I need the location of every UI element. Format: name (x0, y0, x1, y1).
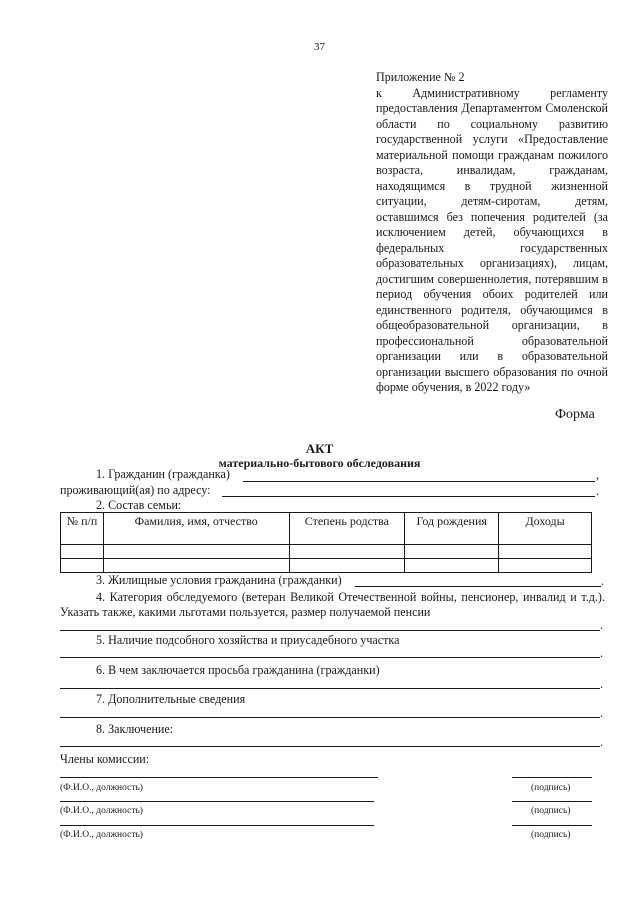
table-cell (103, 545, 289, 559)
household-line (60, 657, 600, 658)
item-3-period: . (601, 574, 605, 588)
item-8-label: 8. Заключение: (96, 722, 174, 736)
additional-info-line (60, 717, 600, 718)
document-subtitle: материально-бытового обследования (218, 456, 421, 470)
citizen-name-line (243, 481, 595, 482)
signature-fio-line (60, 777, 378, 778)
item-4-period: . (600, 618, 604, 632)
address-label: проживающий(ая) по адресу: (60, 483, 211, 497)
appendix-title: Приложение № 2 (376, 70, 465, 84)
item-8-period: . (600, 735, 604, 749)
table-cell (405, 545, 499, 559)
table-cell (405, 559, 499, 573)
table-cell (289, 545, 405, 559)
table-row (61, 545, 592, 559)
signature-3-fio: (Ф.И.О., должность) (60, 830, 143, 840)
table-cell (289, 559, 405, 573)
address-line (222, 496, 595, 497)
item-4-text: 4. Категория обследуемого (ветеран Великой Отечественной войны, пенсионер, инвалид и т.д.). Указать также, какими льготами пользуется, размер получаемой пенсии (60, 590, 605, 619)
item-7-period: . (600, 706, 604, 720)
conclusion-line (60, 746, 600, 747)
signature-2-fio: (Ф.И.О., должность) (60, 806, 143, 816)
appendix-block (376, 70, 608, 396)
signature-sign-line (512, 801, 592, 802)
request-line (60, 688, 600, 689)
signature-1-fio: (Ф.И.О., должность) (60, 783, 143, 793)
signature-sign-line (512, 777, 592, 778)
table-cell (61, 545, 104, 559)
table-header-name: Фамилия, имя, отчество (103, 513, 289, 545)
address-period: . (596, 484, 600, 498)
signature-3-sign: (подпись) (531, 830, 571, 840)
signature-sign-line (512, 825, 592, 826)
item-2-label: 2. Состав семьи: (96, 498, 182, 512)
table-cell (103, 559, 289, 573)
item-5-period: . (600, 646, 604, 660)
item-6-period: . (600, 677, 604, 691)
document-title: АКТ (305, 441, 334, 456)
table-header-relation: Степень родства (289, 513, 405, 545)
signature-1-sign: (подпись) (531, 783, 571, 793)
housing-line (355, 586, 601, 587)
table-row (61, 559, 592, 573)
table-cell (499, 545, 592, 559)
commission-label: Члены комиссии: (60, 752, 150, 766)
form-label: Форма (555, 407, 595, 422)
appendix-text: к Административному регламенту предоставления Департаментом Смоленской области по социальному развитию государственной услуги «Предоставление материальной помощи гражданам пожилого возраста, инвалидам, гражданам, находящимся в трудной жизненной ситуации, детям-сиротам, детям, оставшимся без попечения родителей (за исключением детей, обучающихся в федеральных государственных образовательных организациях), лицам, достигшим совершеннолетия, потерявшим в период обучения обоих родителей или единственного родителя, обучающимся в общеобразовательной организации, в профессиональной образовательной организации или в образовательной организации высшего образования по очной форме обучения, в 2022 году» (376, 85, 608, 394)
signature-fio-line (60, 825, 374, 826)
signature-fio-line (60, 801, 374, 802)
item-1-comma: , (596, 468, 600, 482)
table-header-row (61, 513, 592, 545)
table-header-number: № п/п (61, 513, 104, 545)
page-number: 37 (314, 41, 325, 53)
table-cell (499, 559, 592, 573)
category-line (60, 630, 600, 631)
signature-2-sign: (подпись) (531, 806, 571, 816)
table-header-birth-year: Год рождения (405, 513, 499, 545)
family-table (60, 512, 592, 573)
item-1-label: 1. Гражданин (гражданка) (96, 467, 230, 481)
item-3-label: 3. Жилищные условия гражданина (гражданки) (96, 573, 342, 587)
item-7-label: 7. Дополнительные сведения (96, 692, 246, 706)
table-cell (61, 559, 104, 573)
item-6-label: 6. В чем заключается просьба гражданина (гражданки) (96, 663, 380, 677)
table-header-income: Доходы (499, 513, 592, 545)
item-5-label: 5. Наличие подсобного хозяйства и приусадебного участка (96, 633, 400, 647)
